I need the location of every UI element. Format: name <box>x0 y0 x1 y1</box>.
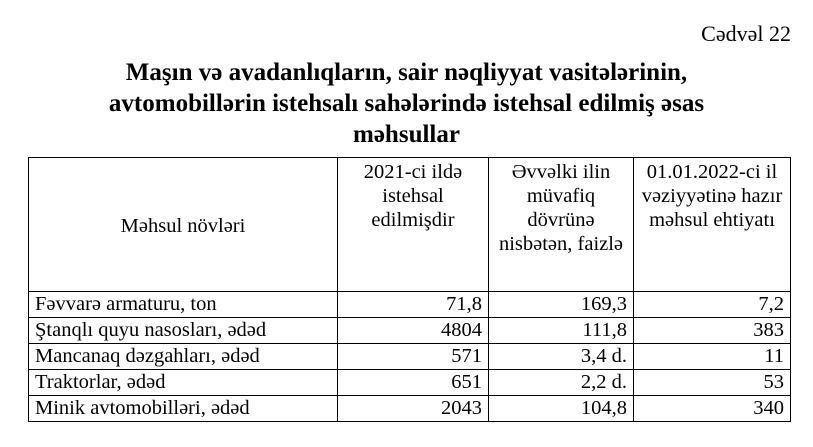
percent-value: 3,4 d. <box>489 344 634 370</box>
table-row <box>29 344 791 370</box>
percent-value: 169,3 <box>489 292 634 318</box>
produced-value: 651 <box>338 370 489 396</box>
stock-value: 383 <box>634 318 791 344</box>
stock-value: 340 <box>634 396 791 422</box>
stock-value: 11 <box>634 344 791 370</box>
product-name: Traktorlar, ədəd <box>29 370 338 396</box>
header-stock-01-01-2022: 01.01.2022-ci il vəziyyətinə hazır məhsul ehtiyatı <box>634 158 791 292</box>
product-name: Fəvvarə armaturu, ton <box>29 292 338 318</box>
table-number-label: Cədvəl 22 <box>701 21 791 46</box>
table-header-row <box>29 158 791 292</box>
title-line-2: avtomobillərin istehsalı sahələrində istehsal edilmiş əsas <box>108 90 705 117</box>
table-row <box>29 370 791 396</box>
percent-value: 111,8 <box>489 318 634 344</box>
header-produced-2021: 2021-ci ildə istehsal edilmişdir <box>338 158 489 292</box>
title-line-1: Maşın və avadanlıqların, sair nəqliyyat vasitələrinin, <box>125 59 688 86</box>
document-title <box>0 57 813 150</box>
percent-value: 2,2 d. <box>489 370 634 396</box>
product-name: Mancanaq dəzgahları, ədəd <box>29 344 338 370</box>
produced-value: 571 <box>338 344 489 370</box>
stock-value: 7,2 <box>634 292 791 318</box>
header-product-types: Məhsul növləri <box>29 158 338 292</box>
product-name: Ştanqlı quyu nasosları, ədəd <box>29 318 338 344</box>
produced-value: 71,8 <box>338 292 489 318</box>
product-name: Minik avtomobilləri, ədəd <box>29 396 338 422</box>
produced-value: 4804 <box>338 318 489 344</box>
stock-value: 53 <box>634 370 791 396</box>
title-line-3: məhsullar <box>353 121 460 148</box>
percent-value: 104,8 <box>489 396 634 422</box>
table-row <box>29 318 791 344</box>
products-table <box>28 157 791 422</box>
header-percent-vs-previous: Əvvəlki ilin müvafiq dövrünə nisbətən, faizlə <box>489 158 634 292</box>
table-row <box>29 396 791 422</box>
table-row <box>29 292 791 318</box>
produced-value: 2043 <box>338 396 489 422</box>
